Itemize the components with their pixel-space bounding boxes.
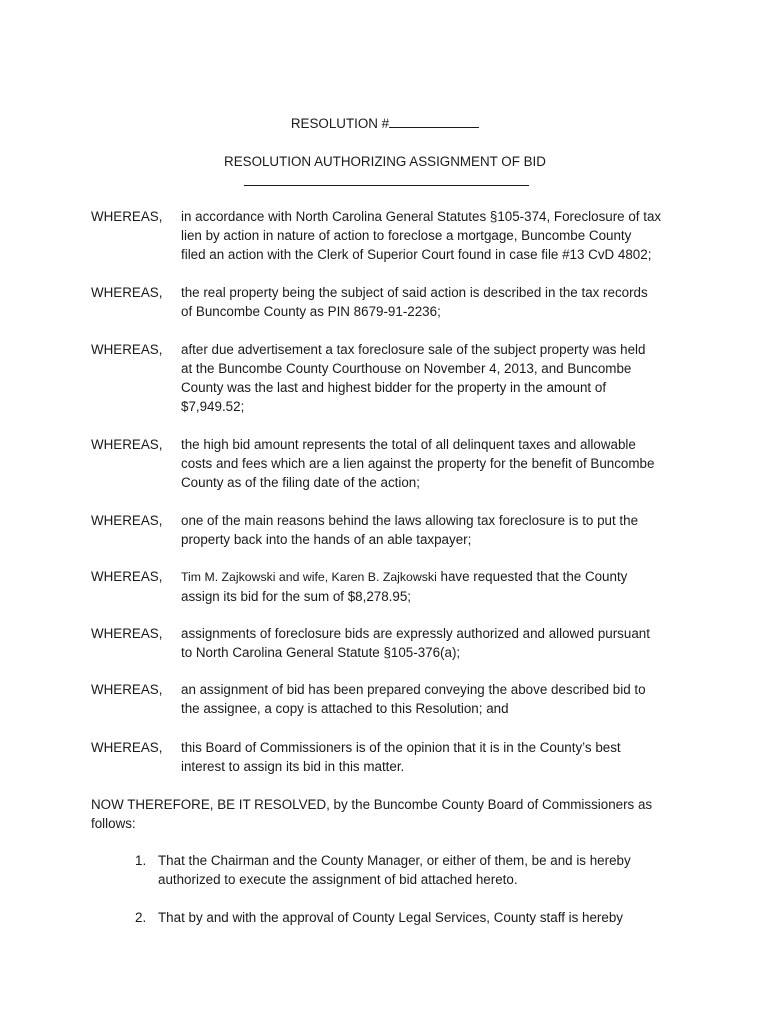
resolved-line: NOW THEREFORE, BE IT RESOLVED, by the Buncombe County Board of Commissioners as [91, 797, 653, 812]
clause-line: County was the last and highest bidder for the property in the amount of [181, 380, 607, 395]
clause-line: property back into the hands of an able taxpayer; [181, 532, 472, 547]
whereas-text [181, 283, 691, 321]
resolved-paragraph [91, 795, 691, 833]
whereas-text [181, 624, 691, 662]
clause-line: in accordance with North Carolina General Statutes §105-374, Foreclosure of tax [181, 209, 662, 224]
clause-line-rest: have requested that the County [436, 569, 628, 584]
whereas-text [181, 738, 691, 776]
whereas-label: WHEREAS, [91, 569, 163, 584]
assignee-names: Tim M. Zajkowski and wife, Karen B. Zajkowski [181, 570, 437, 584]
clause-line: an assignment of bid has been prepared conveying the above described bid to [181, 682, 646, 697]
whereas-text [181, 511, 691, 549]
clause-line: assign its bid for the sum of $8,278.95; [181, 589, 412, 604]
resolution-number-label: RESOLUTION # [290, 116, 390, 131]
whereas-text [181, 207, 691, 264]
whereas-text [181, 435, 691, 492]
clause-line: costs and fees which are a lien against the property for the benefit of Buncombe [181, 456, 655, 471]
clause-line: at the Buncombe County Courthouse on November 4, 2013, and Buncombe [181, 361, 632, 376]
clause-line: assignments of foreclosure bids are expressly authorized and allowed pursuant [181, 626, 650, 641]
whereas-text [181, 567, 691, 606]
resolution-number-line [0, 114, 770, 133]
whereas-label: WHEREAS, [91, 740, 163, 755]
clause-line: this Board of Commissioners is of the opinion that it is in the County’s best [181, 740, 621, 755]
resolution-number-blank [389, 114, 479, 128]
clause-line: the high bid amount represents the total of all delinquent taxes and allowable [181, 437, 636, 452]
resolved-line: follows: [91, 816, 136, 831]
clause-line: the real property being the subject of said action is described in the tax records [181, 285, 648, 300]
clause-line: of Buncombe County as PIN 8679-91-2236; [181, 304, 441, 319]
clause-line: interest to assign its bid in this matter. [181, 759, 405, 774]
item-line: That the Chairman and the County Manager, or either of them, be and is hereby [158, 853, 631, 868]
whereas-text [181, 680, 691, 718]
clause-line: County as of the filing date of the action; [181, 475, 420, 490]
title-signature-rule [244, 185, 529, 186]
item-line: authorized to execute the assignment of bid attached hereto. [158, 872, 518, 887]
item-text [158, 851, 678, 889]
clause-line [181, 567, 691, 587]
document-title: RESOLUTION AUTHORIZING ASSIGNMENT OF BID [224, 154, 546, 169]
item-number: 1. [135, 853, 147, 868]
clause-line: after due advertisement a tax foreclosure sale of the subject property was held [181, 342, 646, 357]
whereas-label: WHEREAS, [91, 342, 163, 357]
whereas-label: WHEREAS, [91, 209, 163, 224]
clause-line: filed an action with the Clerk of Superior Court found in case file #13 CvD 4802; [181, 247, 652, 262]
whereas-label: WHEREAS, [91, 682, 163, 697]
whereas-text [181, 340, 691, 416]
clause-line: $7,949.52; [181, 399, 245, 414]
clause-line: lien by action in nature of action to foreclose a mortgage, Buncombe County [181, 228, 632, 243]
whereas-label: WHEREAS, [91, 626, 163, 641]
whereas-label: WHEREAS, [91, 285, 163, 300]
item-line: That by and with the approval of County Legal Services, County staff is hereby [158, 910, 623, 925]
clause-line: the assignee, a copy is attached to this Resolution; and [181, 701, 509, 716]
item-number: 2. [135, 910, 147, 925]
clause-line: one of the main reasons behind the laws allowing tax foreclosure is to put the [181, 513, 639, 528]
whereas-label: WHEREAS, [91, 437, 163, 452]
clause-line: to North Carolina General Statute §105-376(a); [181, 645, 461, 660]
whereas-label: WHEREAS, [91, 513, 163, 528]
item-text [158, 908, 678, 927]
